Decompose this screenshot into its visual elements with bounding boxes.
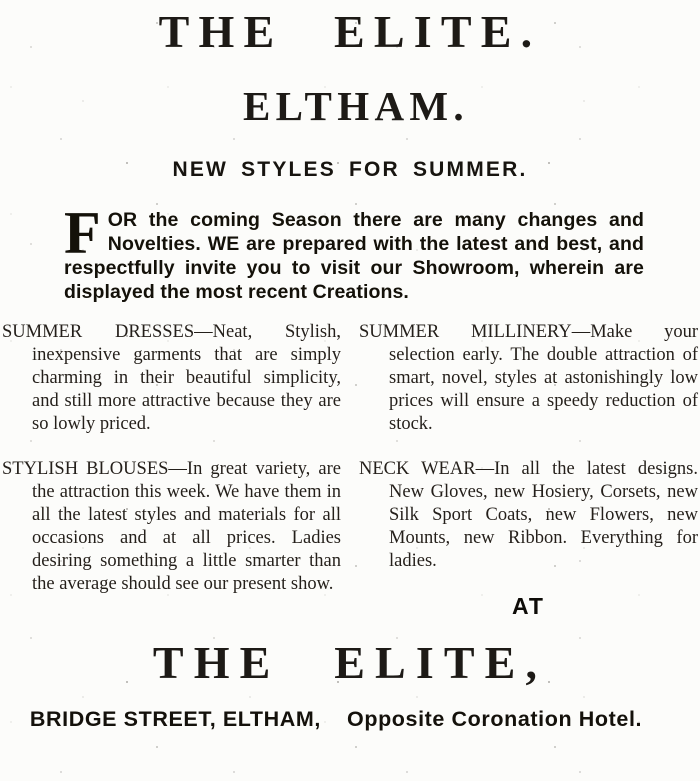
tagline: NEW STYLES FOR SUMMER. bbox=[172, 158, 528, 181]
intro-paragraph bbox=[64, 200, 644, 304]
page-title: THE ELITE. bbox=[158, 6, 542, 57]
paragraph-body: —In great variety, are the attraction this week. We have them in all the latest styles and materials for all occasions and at all prices. Ladies desiring something a little smarter than the average should see our present show. bbox=[32, 459, 341, 594]
address-line bbox=[0, 707, 686, 731]
paragraph-body: —In all the latest designs. New Gloves, new Hosiery, Corsets, new Silk Sport Coats, new Flowers, new Mounts, new Ribbon. Everything for ladies. bbox=[389, 459, 698, 571]
paragraph-lead: STYLISH BLOUSES bbox=[2, 459, 169, 479]
paragraph-lead: SUMMER DRESSES bbox=[2, 322, 195, 342]
paragraph-summer-millinery bbox=[359, 321, 698, 436]
paragraph-body: —Make your selection early. The double attraction of smart, novel, styles at astonishingly low prices will ensure a speedy reduction of stock. bbox=[389, 322, 698, 434]
address-gap bbox=[321, 707, 347, 731]
paragraph-lead: SUMMER MILLINERY bbox=[359, 322, 572, 342]
dropcap-letter: F bbox=[64, 200, 101, 266]
paragraph-lead: NECK WEAR bbox=[359, 459, 476, 479]
left-column bbox=[2, 321, 341, 618]
intro-text: OR the coming Season there are many changes and Novelties. WE are prepared with the latest and best, and respectfully invite you to visit our Showroom, wherein are displayed the most recent Creations. bbox=[64, 209, 644, 303]
page-subtitle: ELTHAM. bbox=[242, 83, 470, 129]
address-street: BRIDGE STREET, ELTHAM, bbox=[29, 707, 322, 731]
at-label: AT bbox=[512, 593, 545, 619]
paragraph-summer-dresses bbox=[2, 321, 341, 436]
right-column bbox=[359, 321, 698, 618]
footer-title: THE ELITE, bbox=[152, 637, 548, 688]
two-column-section bbox=[2, 321, 698, 618]
paragraph-neck-wear bbox=[359, 458, 698, 573]
paragraph-stylish-blouses bbox=[2, 458, 341, 596]
paragraph-body: —Neat, Stylish, inexpensive garments that are simply charming in their beautiful simplicity, and still more attractive because they are so lowly priced. bbox=[32, 322, 341, 434]
address-landmark: Opposite Coronation Hotel. bbox=[347, 707, 643, 731]
